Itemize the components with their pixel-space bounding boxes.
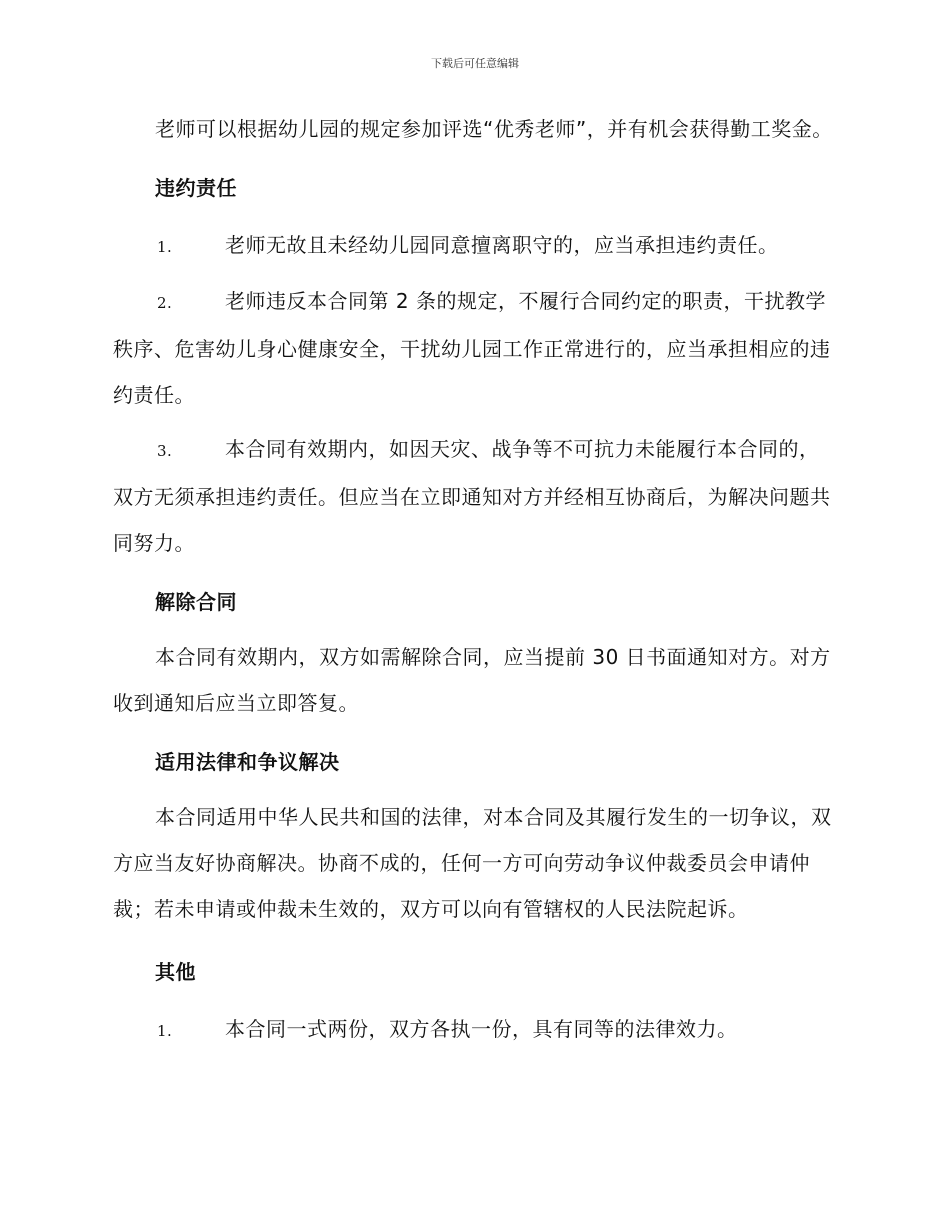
other-item-1 bbox=[113, 1006, 835, 1054]
list-number: 1. bbox=[157, 1022, 173, 1040]
list-number: 2. bbox=[157, 294, 173, 312]
list-item-text: 老师违反本合同第 2 条的规定，不履行合同约定的职责，干扰教学秩序、危害幼儿身心健康安全，干扰幼儿园工作正常进行的，应当承担相应的违约责任。 bbox=[113, 289, 831, 407]
page-header: 下载后可任意编辑 bbox=[431, 57, 519, 70]
document-body bbox=[113, 106, 835, 1054]
list-number: 1. bbox=[157, 238, 173, 256]
termination-paragraph: 本合同有效期内，双方如需解除合同，应当提前 30 日书面通知对方。对方收到通知后应当立即答复。 bbox=[113, 645, 831, 715]
breach-item-1 bbox=[113, 222, 835, 270]
breach-item-3 bbox=[113, 426, 835, 566]
section-heading-other: 其他 bbox=[155, 960, 196, 984]
section-heading-law-disputes: 适用法律和争议解决 bbox=[155, 750, 340, 774]
law-disputes-paragraph: 本合同适用中华人民共和国的法律，对本合同及其履行发生的一切争议，双方应当友好协商解决。协商不成的，任何一方可向劳动争议仲裁委员会申请仲裁；若未申请或仲裁未生效的，双方可以向有管辖权的人民法院起诉。 bbox=[113, 805, 832, 921]
breach-item-2 bbox=[113, 278, 835, 418]
list-number: 3. bbox=[157, 442, 173, 460]
intro-paragraph: 老师可以根据幼儿园的规定参加评选“优秀老师”，并有机会获得勤工奖金。 bbox=[155, 117, 833, 141]
section-heading-termination: 解除合同 bbox=[155, 590, 237, 614]
section-heading-breach: 违约责任 bbox=[155, 176, 237, 200]
list-item-text: 本合同一式两份，双方各执一份，具有同等的法律效力。 bbox=[225, 1017, 738, 1041]
list-item-text: 老师无故且未经幼儿园同意擅离职守的，应当承担违约责任。 bbox=[225, 233, 779, 257]
list-item-text: 本合同有效期内，如因天灾、战争等不可抗力未能履行本合同的，双方无须承担违约责任。但应当在立即通知对方并经相互协商后，为解决问题共同努力。 bbox=[113, 437, 831, 555]
